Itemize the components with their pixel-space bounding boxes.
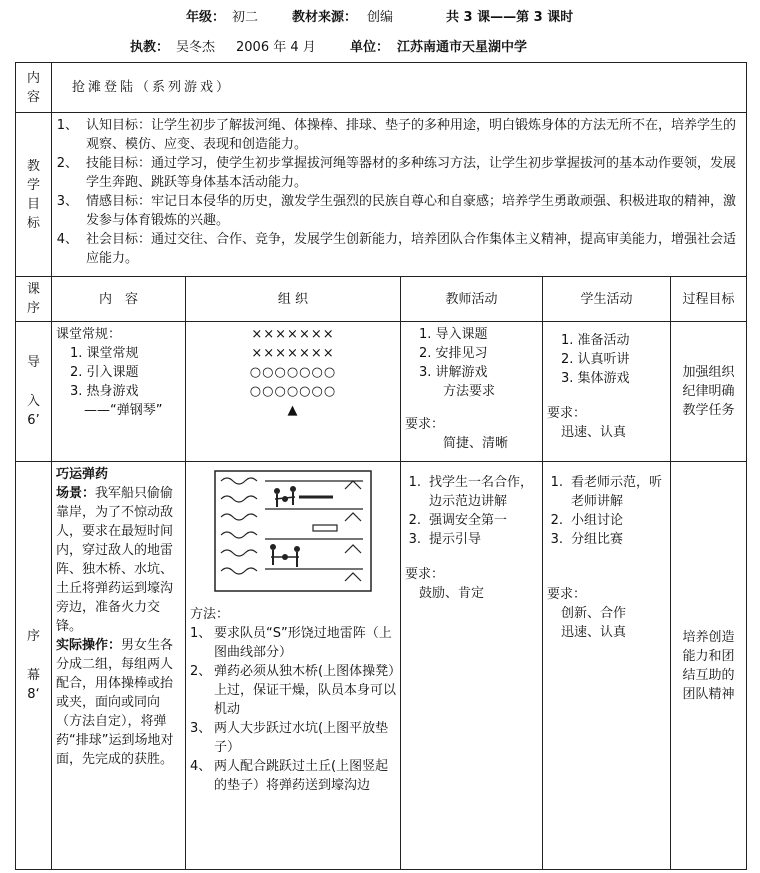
lesson-plan-table [15, 62, 747, 870]
col-content: 内 容 [52, 277, 186, 322]
intro-student: 1. 准备活动 2. 认真听讲 3. 集体游戏 要求： 迅速、认真 [543, 322, 671, 462]
column-header-row [16, 277, 747, 322]
content-row [16, 63, 747, 113]
objective-item: 3、 情感目标：牢记日本侵华的历史，激发学生强烈的民族自尊心和自豪感；培养学生勇敢顽强、积极进取的精神，激发参与体育锻炼的兴趣。 [56, 194, 737, 228]
method-item: 1、 要求队员“S”形饶过地雷阵（上图曲线部分） [190, 626, 392, 660]
content-label: 内 容 [16, 63, 52, 113]
student-step: 3. 分组比赛 [550, 532, 624, 547]
intro-row [16, 322, 747, 462]
prelude-content: 巧运弹药 场景：我军船只偷偷靠岸，为了不惊动敌人，要求在最短时间内，穿过敌人的地雷阵、独木桥、水坑、土丘将弹药运到壕沟旁边，准备火力交锋。 实际操作：男女生各分成二组，每组两人配合，用体操棒或抬或夹，面向或同向（方法自定），将弹药“排球”运到场地对面，先完成的获胜。 [52, 462, 186, 870]
objectives-list [52, 113, 747, 277]
unit-value: 江苏南通市天星湖中学 [397, 40, 528, 55]
objectives-row [16, 113, 747, 277]
game-field-illustration [213, 469, 373, 599]
prelude-teacher: 1. 找学生一名合作，边示范边讲解 2. 强调安全第一 3. 提示引导 要求： 鼓励、肯定 [401, 462, 543, 870]
prelude-label: 序 幕 8‘ [16, 462, 52, 870]
method-item: 3、 两人大步跃过水坑(上图平放垫子） [190, 721, 389, 755]
prelude-row [16, 462, 747, 870]
teacher-step: 1. 找学生一名合作，边示范边讲解 [408, 475, 534, 509]
source-value: 创编 [367, 10, 394, 25]
col-goal: 过程目标 [671, 277, 747, 322]
teacher-name: 吴冬杰 [176, 40, 216, 55]
teacher-label: 执教： [130, 40, 170, 55]
grade-value: 初二 [232, 10, 259, 25]
student-step: 2. 小组讨论 [550, 513, 624, 528]
intro-label: 导 入 6’ [16, 322, 52, 462]
objective-item: 4、 社会目标：通过交往、合作、竞争，发展学生创新能力，培养团队合作集体主义精神，提高审美能力，增强社会适应能力。 [56, 232, 737, 266]
objective-item: 2、 技能目标：通过学习，使学生初步掌握拔河绳等器材的多种练习方法，让学生初步掌握拔河的基本动作要领，发展学生奔跑、跳跃等身体基本活动能力。 [56, 156, 737, 190]
source-label: 教材来源： [292, 10, 358, 25]
prelude-organization [186, 462, 401, 870]
method-item: 2、 弹药必须从独木桥(上图体操凳）上过，保证干燥，队员本身可以机动 [190, 664, 397, 717]
teacher-step: 3. 提示引导 [408, 532, 482, 547]
intro-teacher: 1. 导入课题 2. 安排见习 3. 讲解游戏 方法要求 要求： 简捷、清晰 [401, 322, 543, 462]
lesson-date: 2006 年 4 月 [236, 40, 316, 55]
intro-content: 课堂常规： 1. 课堂常规 2. 引入课题 3. 热身游戏 ——“弹钢琴” [52, 322, 186, 462]
intro-formation: ××××××× ××××××× ○○○○○○○ ○○○○○○○ ▲ [186, 322, 401, 462]
col-teacher: 教师活动 [401, 277, 543, 322]
teacher-step: 2. 强调安全第一 [408, 513, 508, 528]
col-organization: 组 织 [186, 277, 401, 322]
game-title: 巧运弹药 [56, 467, 109, 482]
prelude-goal: 培养创造能力和团结互助的团队精神 [671, 462, 747, 870]
prelude-student: 1. 看老师示范，听老师讲解 2. 小组讨论 3. 分组比赛 要求： 创新、合作 迅速、认真 [543, 462, 671, 870]
grade-label: 年级： [186, 10, 226, 25]
method-item: 4、 两人配合跳跃过土丘(上图竖起的垫子）将弹药送到壕沟边 [190, 759, 389, 793]
col-seq: 课 序 [16, 277, 52, 322]
col-student: 学生活动 [543, 277, 671, 322]
unit-label: 单位： [350, 40, 390, 55]
objectives-label: 教 学 目 标 [16, 113, 52, 277]
lesson-title: 抢滩登陆（系列游戏） [52, 63, 747, 113]
lesson-count: 共 3 课——第 3 课时 [446, 10, 574, 25]
objective-item: 1、 认知目标：让学生初步了解拔河绳、体操棒、排球、垫子的多种用途，明白锻炼身体的方法无所不在，培养学生的观察、模仿、应变、表现和创造能力。 [56, 118, 737, 152]
intro-goal: 加强组织纪律明确教学任务 [671, 322, 747, 462]
method-label: 方法： [190, 607, 230, 622]
student-step: 1. 看老师示范，听老师讲解 [550, 475, 663, 509]
